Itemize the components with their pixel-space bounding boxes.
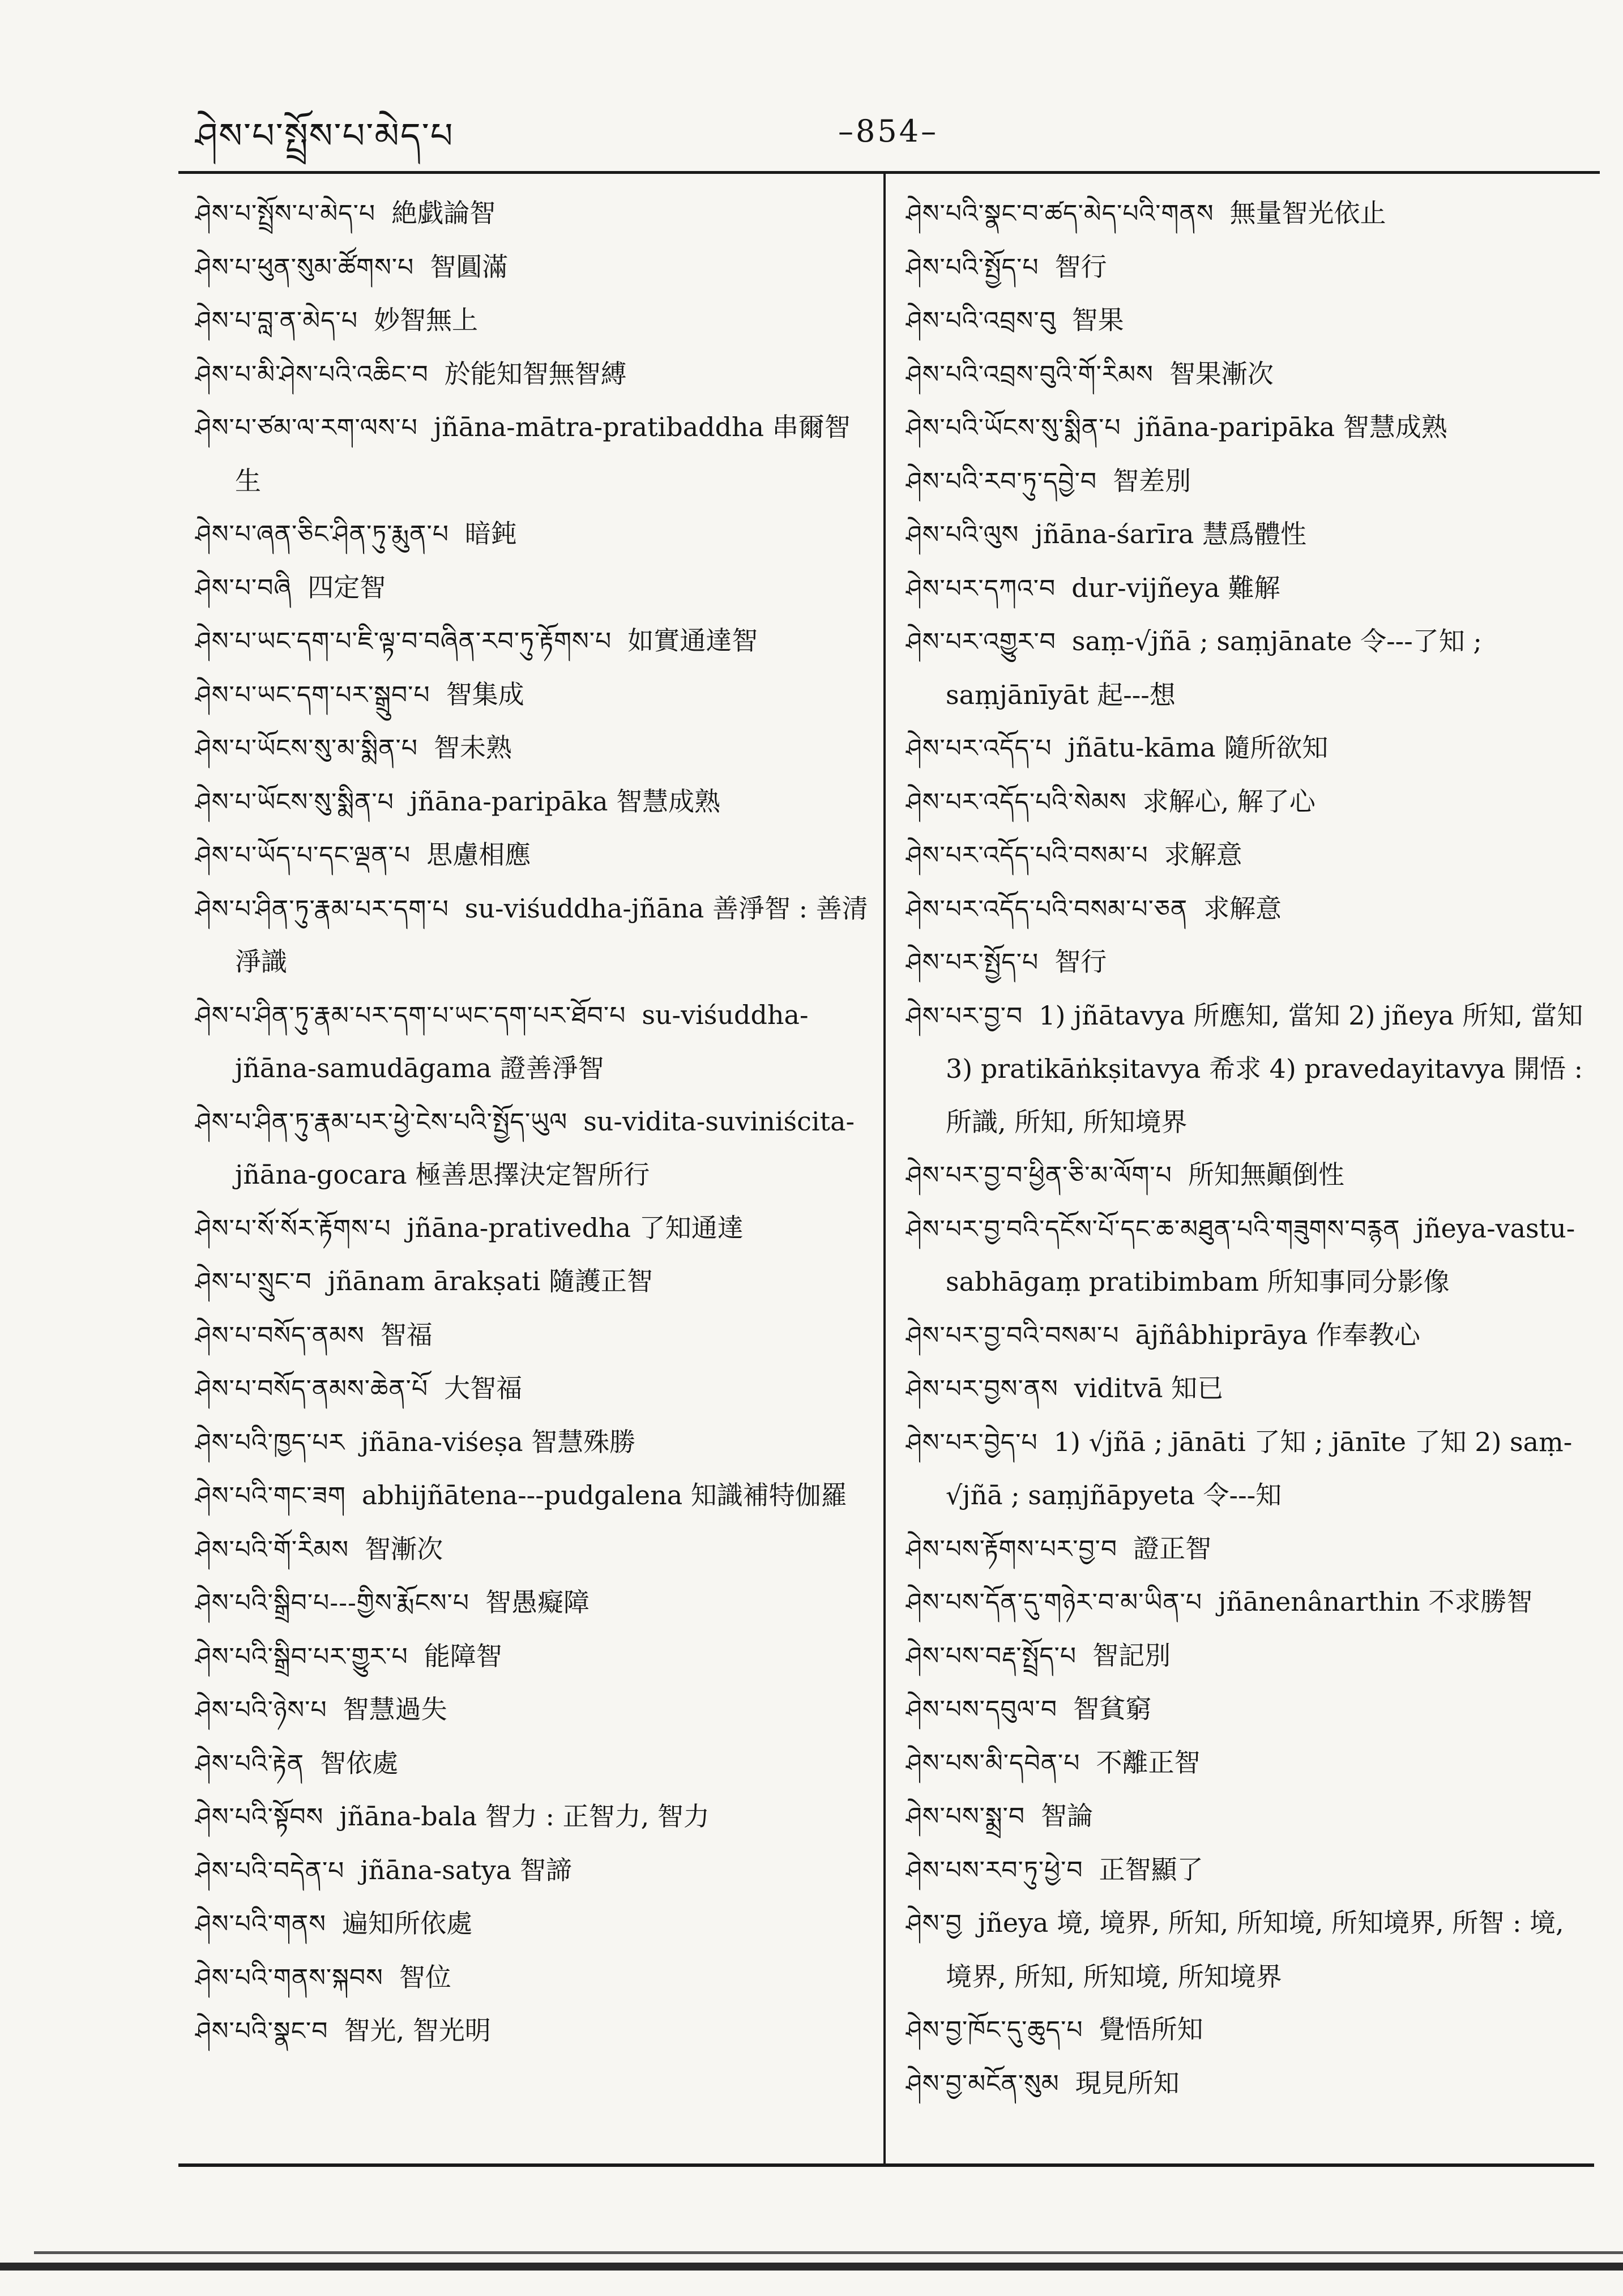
dictionary-entry <box>195 401 869 507</box>
dictionary-entry <box>906 187 1586 241</box>
tibetan-headword: ཤེས་པ་ཡང་དག་པར་སྒྲུབ་པ <box>195 680 430 710</box>
dictionary-entry <box>906 1522 1586 1576</box>
entry-gloss: 大智福 <box>444 1373 523 1403</box>
tibetan-headword: ཤེས་བྱ་མངོན་སུམ <box>906 2069 1060 2098</box>
tibetan-headword: ཤེས་པ་བསོད་ནམས་ཆེན་པོ <box>195 1375 429 1403</box>
entry-gloss: 不離正智 <box>1096 1747 1201 1778</box>
tibetan-headword: ཤེས་པ་ཤིན་ཏུ་རྣམ་པར་དག་པ <box>195 894 449 924</box>
tibetan-headword: ཤེས་པ་ཡོངས་སུ་སྨིན་པ <box>195 787 394 817</box>
dictionary-entry <box>195 1897 869 1951</box>
tibetan-headword: ཤེས་པར་དཀའ་བ <box>906 574 1056 603</box>
entry-gloss: 證正智 <box>1133 1533 1212 1564</box>
tibetan-headword: ཤེས་པའི་ཁྱད་པར <box>195 1428 345 1457</box>
dictionary-entry <box>906 989 1586 1149</box>
tibetan-headword: ཤེས་པས་རྟོགས་པར་བྱ་བ <box>906 1534 1118 1564</box>
tibetan-headword: ཤེས་པར་བྱ་བ <box>906 1001 1023 1031</box>
running-head: ཤེས་པ་སྤྲོས་པ་མེད་པ <box>195 115 454 156</box>
entry-gloss: 智行 <box>1054 251 1107 282</box>
entry-gloss: 所知無顚倒性 <box>1188 1159 1344 1190</box>
dictionary-entry <box>195 882 869 989</box>
tibetan-headword: ཤེས་པ་སྤྲོས་པ་མེད་པ <box>195 199 376 228</box>
dictionary-entry <box>195 561 869 615</box>
tibetan-headword: ཤེས་པས་མི་དབེན་པ <box>906 1748 1080 1778</box>
entry-gloss: 四定智 <box>307 571 386 603</box>
dictionary-entry <box>906 1897 1586 2003</box>
tibetan-headword: ཤེས་པས་དོན་དུ་གཉེར་བ་མ་ཡིན་པ <box>906 1588 1203 1617</box>
tibetan-headword: ཤེས་པས་དབུལ་བ <box>906 1695 1058 1724</box>
entry-gloss: 智福 <box>380 1319 433 1350</box>
entry-gloss: jñāna-paripāka 智慧成熟 <box>1137 412 1447 442</box>
entry-gloss: 求解意 <box>1164 839 1242 870</box>
entry-gloss: jñātu-kāma 隨所欲知 <box>1067 732 1329 763</box>
entry-gloss: jñeya 境, 境界, 所知, 所知境, 所知境界, 所智 : 境, 境界, 所知, 所知境, 所知境界 <box>946 1907 1564 1992</box>
dictionary-entry <box>195 1576 869 1630</box>
tibetan-headword: ཤེས་པའི་ཡོངས་སུ་སྨིན་པ <box>906 413 1121 442</box>
tibetan-headword: ཤེས་པར་བྱ་བའི་དངོས་པོ་དང་ཆ་མཐུན་པའི་གཟུགས་བརྙན <box>906 1214 1400 1244</box>
entry-gloss: 智果 <box>1071 305 1124 335</box>
dictionary-entry <box>195 294 869 348</box>
tibetan-headword: ཤེས་པ་ཕུན་སུམ་ཚོགས་པ <box>195 253 415 282</box>
entry-gloss: jñāna-prativedha 了知通達 <box>407 1212 744 1243</box>
tibetan-headword: ཤེས་པ་བསོད་ནམས <box>195 1321 365 1350</box>
dictionary-entry <box>906 348 1586 402</box>
entry-gloss: 智光, 智光明 <box>344 2015 491 2046</box>
entry-gloss: jñāna-mātra-pratibaddha 串爾智生 <box>235 412 851 496</box>
top-rule <box>178 171 1600 174</box>
dictionary-entry <box>906 1362 1586 1416</box>
entry-gloss: 無量智光依止 <box>1229 198 1386 228</box>
entry-gloss: jñāna-viśeṣa 智慧殊勝 <box>361 1426 636 1457</box>
dictionary-entry <box>906 1790 1586 1843</box>
dictionary-entry <box>906 936 1586 989</box>
dictionary-entry <box>906 775 1586 829</box>
entry-gloss: jñāna-śarīra 慧爲體性 <box>1035 519 1307 549</box>
bottom-rule <box>178 2163 1594 2167</box>
dictionary-entry <box>906 882 1586 936</box>
dictionary-entry <box>906 1683 1586 1736</box>
entry-gloss: 求解意 <box>1203 893 1282 924</box>
entry-gloss: 智論 <box>1041 1800 1094 1831</box>
entry-gloss: 智依處 <box>320 1747 399 1778</box>
dictionary-entry <box>906 1202 1586 1309</box>
dictionary-entry <box>906 829 1586 882</box>
entry-gloss: 現見所知 <box>1075 2067 1180 2098</box>
dictionary-entry <box>195 2004 869 2058</box>
entry-gloss: su-viśuddha-jñāna-samudāgama 證善淨智 <box>235 999 809 1083</box>
dictionary-entry <box>195 989 869 1095</box>
dictionary-entry <box>195 1630 869 1684</box>
tibetan-headword: ཤེས་པར་སྤྱོད་པ <box>906 948 1039 977</box>
dictionary-entry <box>195 187 869 241</box>
tibetan-headword: ཤེས་པར་འདོད་པ <box>906 734 1052 763</box>
entry-gloss: jñāna-bala 智力 : 正智力, 智力 <box>339 1801 710 1832</box>
dictionary-entry <box>906 508 1586 562</box>
tibetan-headword: ཤེས་པའི་སྣང་བ <box>195 2017 328 2046</box>
column-divider <box>883 173 886 2166</box>
dictionary-entry <box>195 1951 869 2005</box>
tibetan-headword: ཤེས་པར་བྱེད་པ <box>906 1428 1038 1457</box>
dictionary-entry <box>195 1095 869 1202</box>
dictionary-entry <box>195 775 869 829</box>
dictionary-entry <box>906 1149 1586 1202</box>
tibetan-headword: ཤེས་པ་མི་ཤེས་པའི་འཆིང་བ <box>195 360 429 389</box>
entry-gloss: 智未熟 <box>433 732 512 763</box>
tibetan-headword: ཤེས་བྱ <box>906 1909 962 1938</box>
entry-gloss: su-viśuddha-jñāna 善淨智 : 善清淨識 <box>235 893 868 977</box>
entry-gloss: 思慮相應 <box>426 839 531 870</box>
tibetan-headword: ཤེས་པའི་གོ་རིམས <box>195 1535 349 1564</box>
entry-gloss: 智差別 <box>1113 465 1191 496</box>
tibetan-headword: ཤེས་པའི་སྒྲིབ་པ---གྱིས་རྨོངས་པ <box>195 1589 469 1618</box>
dictionary-entry <box>195 1790 869 1844</box>
tibetan-headword: ཤེས་པའི་འབྲས་བུའི་གོ་རིམས <box>906 360 1154 389</box>
tibetan-headword: ཤེས་པའི་གང་ཟག <box>195 1482 346 1510</box>
tibetan-headword: ཤེས་པ་ཤིན་ཏུ་རྣམ་པར་དག་པ་ཡང་དག་པར་ཐོབ་པ <box>195 1001 626 1030</box>
entry-gloss: 絶戯論智 <box>391 198 496 228</box>
entry-gloss: 遍知所依處 <box>341 1908 472 1939</box>
entry-gloss: 於能知智無智縛 <box>444 358 627 389</box>
dictionary-entry <box>195 1523 869 1577</box>
dictionary-entry <box>195 241 869 295</box>
tibetan-headword: ཤེས་པར་འདོད་པའི་སེམས <box>906 787 1127 817</box>
tibetan-headword: ཤེས་པ་ཡོངས་སུ་མ་སྨིན་པ <box>195 734 418 763</box>
entry-gloss: 1) jñātavya 所應知, 當知 2) jñeya 所知, 當知 3) pratikāṅkṣitavya 希求 4) pravedayitavya 開悟 : 所識, 所知, 所知境界 <box>946 1000 1583 1137</box>
dictionary-entry <box>195 507 869 561</box>
dictionary-entry <box>195 1309 869 1363</box>
entry-gloss: saṃ-√jñā ; saṃjānate 令---了知 ; saṃjānīyāt 起---想 <box>946 626 1482 710</box>
entry-gloss: jñāna-satya 智諦 <box>360 1854 572 1885</box>
entry-gloss: dur-vijñeya 難解 <box>1071 572 1280 603</box>
entry-gloss: 正智顯了 <box>1099 1854 1203 1885</box>
tibetan-headword: ཤེས་པ་ཞན་ཅིང་ཤིན་ཏུ་རྨུན་པ <box>195 520 449 549</box>
entry-gloss: 妙智無上 <box>374 305 479 335</box>
tibetan-headword: ཤེས་པའི་གནས <box>195 1910 326 1939</box>
tibetan-headword: ཤེས་པའི་སྟོབས <box>195 1803 324 1832</box>
dictionary-entry <box>906 1629 1586 1683</box>
entry-gloss: 智果漸次 <box>1169 358 1274 389</box>
entry-gloss: ājñâbhiprāya 作奉教心 <box>1135 1319 1420 1350</box>
tibetan-headword: ཤེས་པས་སྨྲ་བ <box>906 1802 1026 1831</box>
dictionary-entry <box>195 829 869 882</box>
dictionary-entry <box>195 1416 869 1470</box>
entry-gloss: 智記別 <box>1092 1640 1171 1671</box>
tibetan-headword: ཤེས་པར་བྱ་བ་ཕྱིན་ཅི་མ་ལོག་པ <box>906 1161 1172 1190</box>
entry-gloss: 智漸次 <box>365 1533 443 1564</box>
dictionary-entry <box>906 722 1586 775</box>
tibetan-headword: ཤེས་པའི་སྤྱོད་པ <box>906 253 1039 282</box>
right-column <box>906 187 1586 2110</box>
dictionary-entry <box>906 562 1586 616</box>
entry-gloss: 智圓滿 <box>430 251 509 282</box>
entry-gloss: 智慧過失 <box>343 1694 447 1725</box>
left-column <box>195 187 869 2058</box>
entry-gloss: 能障智 <box>424 1640 502 1671</box>
dictionary-entry <box>195 614 869 668</box>
tibetan-headword: ཤེས་པ་སྲུང་བ <box>195 1268 312 1296</box>
entry-gloss: 求解心, 解了心 <box>1142 786 1316 817</box>
entry-gloss: 智貧窮 <box>1073 1693 1152 1724</box>
tibetan-headword: ཤེས་པ་ཤིན་ཏུ་རྣམ་པར་ཕྱེ་ངེས་པའི་སྤྱོད་ཡུལ <box>195 1107 568 1137</box>
tibetan-headword: ཤེས་པར་བྱ་བའི་བསམ་པ <box>906 1321 1120 1350</box>
tibetan-headword: ཤེས་པའི་སྒྲིབ་པར་གྱུར་པ <box>195 1642 408 1671</box>
entry-gloss: jñānenânarthin 不求勝智 <box>1218 1586 1533 1617</box>
tibetan-headword: ཤེས་པར་འདོད་པའི་བསམ་པ <box>906 841 1148 870</box>
tibetan-headword: ཤེས་པ་སོ་སོར་རྟོགས་པ <box>195 1214 391 1243</box>
dictionary-entry <box>906 1736 1586 1790</box>
dictionary-entry <box>195 1737 869 1791</box>
entry-gloss: 智集成 <box>446 678 524 710</box>
dictionary-entry <box>906 294 1586 348</box>
dictionary-entry <box>906 401 1586 455</box>
entry-gloss: jñāna-paripāka 智慧成熟 <box>409 786 721 817</box>
tibetan-headword: ཤེས་པ་ཙམ་ལ་རག་ལས་པ <box>195 413 418 442</box>
tibetan-headword: ཤེས་པ་བླ་ན་མེད་པ <box>195 306 358 335</box>
dictionary-entry <box>195 348 869 402</box>
tibetan-headword: ཤེས་པའི་བདེན་པ <box>195 1856 345 1885</box>
dictionary-entry <box>906 1576 1586 1629</box>
dictionary-entry <box>195 1469 869 1523</box>
page-number: –854– <box>838 113 939 149</box>
footer-band <box>0 2263 1623 2271</box>
tibetan-headword: ཤེས་པའི་སྣང་བ་ཚད་མེད་པའི་གནས <box>906 199 1214 228</box>
dictionary-entry <box>906 1309 1586 1363</box>
entry-gloss: 暗鈍 <box>464 518 517 549</box>
dictionary-entry <box>906 455 1586 509</box>
footer-band-thin <box>34 2251 1623 2254</box>
dictionary-entry <box>195 1683 869 1737</box>
dictionary-entry <box>195 1362 869 1416</box>
tibetan-headword: ཤེས་པ་ཡང་དག་པ་ཇི་ལྟ་བ་བཞིན་རབ་ཏུ་རྟོགས་པ <box>195 627 612 656</box>
tibetan-headword: ཤེས་པའི་ཉེས་པ <box>195 1696 327 1725</box>
entry-gloss: jñānam ārakṣati 隨護正智 <box>327 1266 653 1296</box>
tibetan-headword: ཤེས་པའི་རབ་ཏུ་དབྱེ་བ <box>906 467 1097 496</box>
dictionary-entry <box>195 722 869 775</box>
tibetan-headword: ཤེས་པར་འགྱུར་བ <box>906 628 1056 656</box>
dictionary-entry <box>195 1202 869 1256</box>
entry-gloss: 覺悟所知 <box>1099 2014 1203 2045</box>
dictionary-entry <box>906 2057 1586 2111</box>
dictionary-entry <box>906 241 1586 295</box>
tibetan-headword: ཤེས་པས་རབ་ཏུ་ཕྱེ་བ <box>906 1855 1083 1885</box>
dictionary-entry <box>906 1416 1586 1522</box>
dictionary-entry <box>195 668 869 722</box>
tibetan-headword: ཤེས་པའི་འབྲས་བུ <box>906 306 1056 335</box>
dictionary-entry <box>906 1843 1586 1897</box>
dictionary-entry <box>195 1255 869 1309</box>
dictionary-entry <box>195 1844 869 1898</box>
tibetan-headword: ཤེས་པར་བྱས་ནས <box>906 1375 1058 1403</box>
tibetan-headword: ཤེས་པར་འདོད་པའི་བསམ་པ་ཅན <box>906 894 1188 924</box>
entry-gloss: 1) √jñā ; jānāti 了知 ; jānīte 了知 2) saṃ-√jñā ; saṃjñāpyeta 令---知 <box>946 1426 1573 1510</box>
tibetan-headword: ཤེས་པའི་གནས་སྐབས <box>195 1963 383 1992</box>
entry-gloss: viditvā 知已 <box>1074 1373 1224 1403</box>
entry-gloss: abhijñātena---pudgalena 知識補特伽羅 <box>361 1480 847 1510</box>
dictionary-entry <box>906 615 1586 722</box>
tibetan-headword: ཤེས་བྱ་ཁོང་དུ་ཆུད་པ <box>906 2016 1083 2045</box>
entry-gloss: 如實通達智 <box>627 625 758 656</box>
dictionary-entry <box>906 2003 1586 2057</box>
tibetan-headword: ཤེས་པའི་ལུས <box>906 520 1019 549</box>
tibetan-headword: ཤེས་པའི་རྟེན <box>195 1749 305 1778</box>
tibetan-headword: ཤེས་པས་བརྡ་སྤྲོད་པ <box>906 1641 1077 1671</box>
entry-gloss: 智愚癡障 <box>485 1587 590 1618</box>
tibetan-headword: ཤེས་པ་ཡོད་པ་དང་ལྡན་པ <box>195 841 411 870</box>
entry-gloss: jñeya-vastu-sabhāgaṃ pratibimbam 所知事同分影像 <box>946 1213 1575 1297</box>
entry-gloss: 智行 <box>1054 946 1107 977</box>
entry-gloss: su-vidita-suviniścita-jñāna-gocara 極善思擇決定智所行 <box>235 1106 855 1190</box>
tibetan-headword: ཤེས་པ་བཞི <box>195 573 292 603</box>
entry-gloss: 智位 <box>399 1961 451 1992</box>
